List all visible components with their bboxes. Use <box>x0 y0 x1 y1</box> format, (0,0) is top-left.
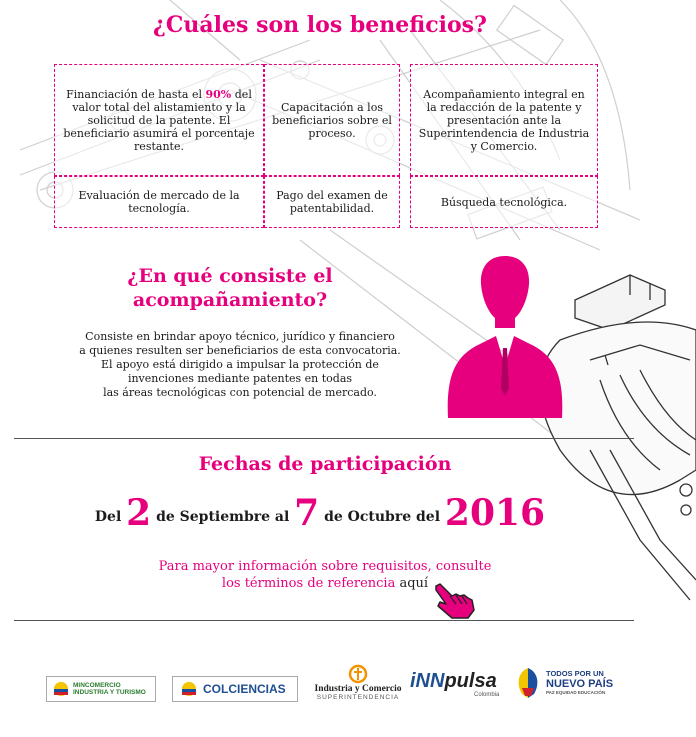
benefit-accompaniment <box>410 64 598 176</box>
logo-mincomercio <box>46 676 156 702</box>
benefit-tech-search <box>410 176 598 228</box>
training-text: Capacitación a los beneficiarios sobre el proceso. <box>272 100 392 140</box>
mincomercio-line1: MINCOMERCIO <box>73 682 121 689</box>
innpulsa-pulsa: pulsa <box>444 670 497 692</box>
logo-sic <box>310 664 406 701</box>
accompaniment-description <box>60 330 420 400</box>
terms-link[interactable]: aquí <box>399 576 429 591</box>
accompaniment-title-line2: acompañamiento? <box>132 289 328 311</box>
logo-footer <box>0 662 696 712</box>
hand-cursor-icon[interactable] <box>430 580 476 620</box>
sic-emblem-icon <box>348 664 368 684</box>
desc-line: El apoyo está dirigido a impulsar la protección de <box>101 358 379 371</box>
market-eval-text: Evaluación de mercado de la tecnología. <box>78 189 240 215</box>
financing-percentage: 90% <box>205 87 232 101</box>
logo-colciencias <box>172 676 298 702</box>
dates-range <box>0 492 640 534</box>
exam-payment-text: Pago del examen de patentabilidad. <box>276 189 388 215</box>
desc-line: las áreas tecnológicas con potencial de mercado. <box>103 386 377 399</box>
accompaniment-title-line1: ¿En qué consiste el <box>127 265 333 287</box>
info-line2: los términos de referencia <box>221 576 396 591</box>
benefit-financing <box>54 64 264 176</box>
accompaniment-title <box>100 264 360 312</box>
start-month: de Septiembre al <box>156 509 290 525</box>
separator-bottom <box>14 620 634 621</box>
info-line1: Para mayor información sobre requisitos, consulte <box>158 559 492 574</box>
desc-line: a quienes resulten ser beneficiarios de esta convocatoria. <box>79 344 401 357</box>
year: 2016 <box>444 492 546 534</box>
businessman-silhouette-icon <box>440 248 570 418</box>
benefit-market-evaluation <box>54 176 264 228</box>
colombia-flag-icon <box>53 681 69 697</box>
benefits-title: ¿Cuáles son los beneficios? <box>153 12 487 38</box>
financing-text-post: del valor total del alistamiento y la solicitud de la patente. El beneficiario asumirá el porcentaje restante. <box>63 87 255 153</box>
colombia-flag-icon <box>181 681 197 697</box>
nuevo-pais-line2: NUEVO PAÍS <box>546 678 614 690</box>
desc-line: Consiste en brindar apoyo técnico, jurídico y financiero <box>85 330 395 343</box>
innpulsa-country: Colombia <box>474 692 500 698</box>
sic-line1: Industria y Comercio <box>314 684 402 694</box>
tech-search-text: Búsqueda tecnológica. <box>440 195 568 209</box>
benefit-training <box>264 64 400 176</box>
nuevo-pais-line3: PAZ EQUIDAD EDUCACIÓN <box>546 690 606 695</box>
mincomercio-line2: INDUSTRIA Y TURISMO <box>73 689 146 696</box>
desc-line: invenciones mediante patentes en todas <box>127 372 353 385</box>
logo-nuevo-pais <box>514 666 624 700</box>
dates-title: Fechas de participación <box>198 453 452 475</box>
benefit-exam-payment <box>264 176 400 228</box>
logo-innpulsa <box>410 670 506 698</box>
sic-line2: SUPERINTENDENCIA <box>316 694 400 701</box>
nuevo-pais-emblem-icon <box>514 666 542 700</box>
financing-text-pre: Financiación de hasta el <box>66 87 202 101</box>
end-month: de Octubre del <box>324 509 441 525</box>
accompaniment-text: Acompañamiento integral en la redacción de la patente y presentación ante la Superintendencia de Industria y Comercio. <box>418 87 590 153</box>
nuevo-pais-line1: TODOS POR UN <box>546 669 604 678</box>
separator-top <box>14 438 634 439</box>
dates-from-word: Del <box>94 509 122 525</box>
colciencias-label: COLCIENCIAS <box>203 682 286 696</box>
start-day: 2 <box>126 492 152 534</box>
innpulsa-inn: iNN <box>410 670 445 692</box>
end-day: 7 <box>294 492 320 534</box>
